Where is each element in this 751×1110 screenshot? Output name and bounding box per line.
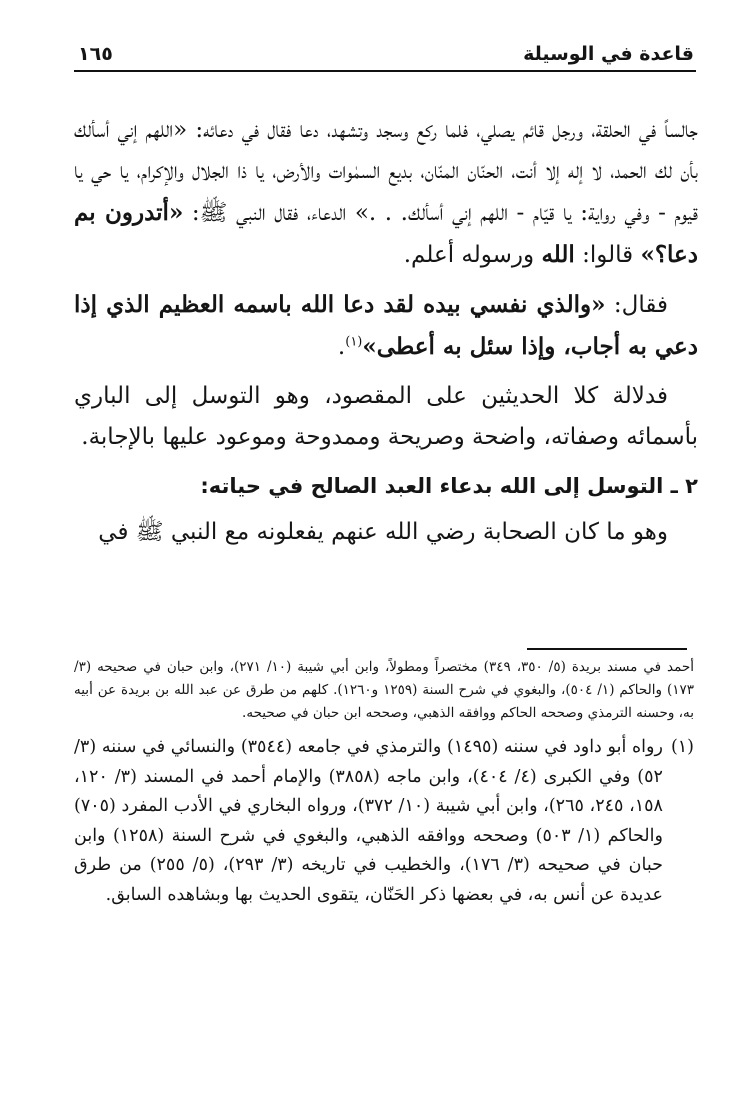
footnote-continuation: أحمد في مسند بريدة (٥/ ٣٥٠، ٣٤٩) مختصراً ومطولاً، وابن أبي شيبة (١٠/ ٢٧١)، وابن حبان في صحيحه (٣/ ١٧٣) والحاكم (١/ ٥٠٤)، والبغوي في شرح السنة (١٢٥٩ و١٢٦٠). كلهم من طرق عن عبد الله بن بريدة عن أبيه به، وحسنه الترمذي وصححه الحاكم ووافقه الذهبي، وصححه ابن حبان في صحيحه. <box>74 659 695 721</box>
paragraph-text: جالساً في الحلقة، ورجل قائم يصلي، فلما ركع وسجد وتشهد، دعا فقال في دعائه: «اللهم إني أسألك بأن لك الحمد، لا إله إلا أنت، الحنّان المنّان، بديع السمٰوات والأرض، يا ذا الجلال والإكرام، يا حي يا قيوم - وفي رواية: يا قيّام - اللهم إني أسألك. . .» الدعاء، فقال النبي ﷺ: <box>74 117 698 226</box>
footnote-1 <box>74 733 694 910</box>
section-heading: ٢ ـ التوسل إلى الله بدعاء العبد الصالح في حياته: <box>200 474 698 498</box>
page-header <box>74 38 696 72</box>
paragraph-section-start: وهو ما كان الصحابة رضي الله عنهم يفعلونه مع النبي ﷺ في <box>98 519 668 545</box>
divine-name: الله <box>541 241 575 268</box>
paragraph-text: . <box>337 334 346 360</box>
running-title: قاعدة في الوسيلة <box>523 43 694 65</box>
hadith-quote: «والذي نفسي بيده لقد دعا الله باسمه العظيم الذي إذا دعي به أجاب، وإذا سئل به أعطى» <box>74 291 698 360</box>
footnote-reference[interactable]: (١) <box>345 334 363 350</box>
hadith-quote: «أتدرون بم دعا؟» <box>74 199 698 268</box>
paragraph-text: ورسوله أعلم. <box>403 242 542 268</box>
paragraph-conclusion: فدلالة كلا الحديثين على المقصود، وهو التوسل إلى الباري بأسمائه وصفاته، واضحة وصريحة وممدوحة وموعود عليها بالإجابة. <box>74 383 698 450</box>
paragraph-text: فقال: <box>605 292 669 318</box>
main-text <box>74 110 698 561</box>
page-number: ١٦٥ <box>78 43 113 65</box>
footnotes <box>74 656 694 910</box>
footnote-number: (١) <box>670 737 694 757</box>
paragraph-hadith-continuation <box>74 110 698 276</box>
footnote-text: رواه أبو داود في سننه (١٤٩٥) والترمذي في جامعه (٣٥٤٤) والنسائي في سننه (٣/ ٥٢) وفي الكبرى (٤/ ٤٠٤)، وابن ماجه (٣٨٥٨) والإمام أحمد في المسند (٣/ ١٢٠، ١٥٨، ٢٤٥، ٢٦٥)، وابن أبي شيبة (١٠/ ٣٧٢)، ورواه البخاري في الأدب المفرد (٧٠٥) والحاكم (١/ ٥٠٣) وصححه ووافقه الذهبي، والبغوي في شرح السنة (١٢٥٨) وابن حبان في صحيحه (٣/ ١٧٦)، والخطيب في تاريخه (٣/ ٢٩٣)، (٥/ ٢٥٥) من طرق عديدة عن أنس به، في بعضها ذكر الحَنّان، يتقوى الحديث بها وبشاهده السابق. <box>74 737 663 905</box>
footnote-separator <box>527 648 687 650</box>
paragraph-prophet-answer <box>74 284 698 368</box>
paragraph-text: قالوا: <box>574 242 641 268</box>
